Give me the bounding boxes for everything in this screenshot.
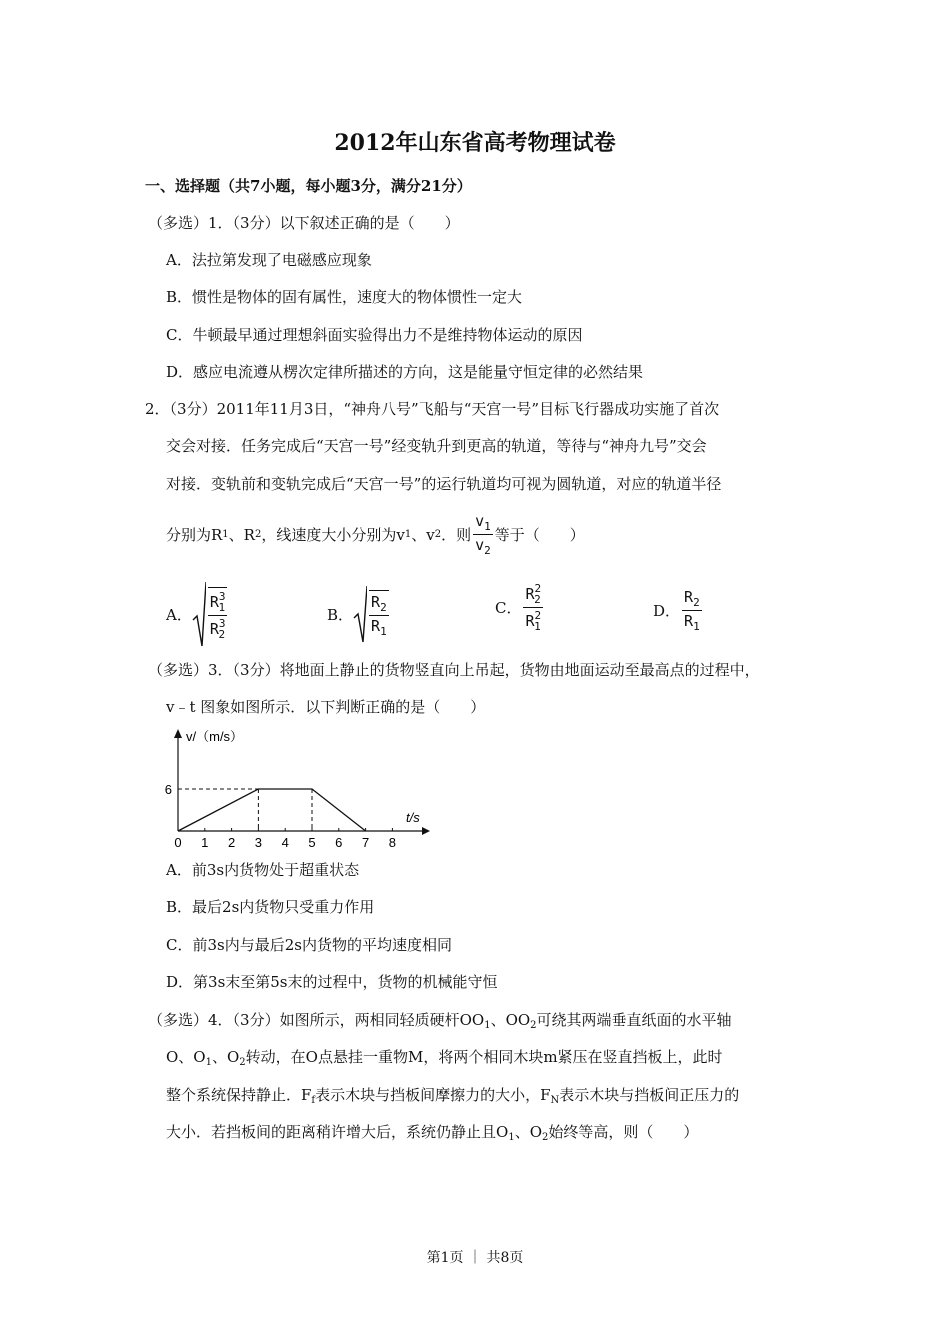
text: 、O (514, 1123, 542, 1141)
v-t-graph (160, 724, 440, 850)
q2-line-3: 对接．变轨前和变轨完成后“天宫一号”的运行轨道均可视为圆轨道，对应的轨道半径 (166, 475, 722, 493)
y-axis-label: v/（m/s） (186, 729, 244, 744)
sqrt-sign-icon (192, 580, 206, 648)
sub: 1 (380, 625, 387, 638)
text: 可绕其两端垂直纸面的水平轴 (536, 1011, 732, 1029)
y-axis-arrow-icon (174, 729, 182, 738)
q3-line-2: v﹣t 图象如图所示．以下判断正确的是（ ） (166, 698, 486, 716)
sqrt-sign-icon (353, 584, 367, 644)
q3-option-a: A．前3s内货物处于超重状态 (166, 861, 360, 879)
q3-option-c: C．前3s内与最后2s内货物的平均速度相同 (166, 936, 452, 954)
r: R (684, 588, 694, 606)
fraction (369, 590, 389, 638)
sub: 1 (205, 1057, 212, 1068)
x-tick-label: 0 (174, 835, 182, 850)
x-tick-label: 6 (335, 835, 343, 850)
q2-line-1: 2．（3分）2011年11月3日，“神舟八号”飞船与“天宫一号”目标飞行器成功实施了首次 (145, 400, 720, 418)
r: R (209, 620, 219, 638)
q2-line-4: 分别为R 1 、R 2 ，线速度大小分别为v 1 、v 2 ．则 $\frac{v_1}{v_2}$ 等于（ ） (166, 512, 585, 557)
q3-option-d: D．第3s末至第5s末的过程中，货物的机械能守恒 (166, 973, 498, 991)
sub: 2 (218, 628, 226, 641)
sub: 2 (534, 593, 541, 606)
text: （多选）4．（3分）如图所示，两相同轻质硬杆OO (148, 1011, 485, 1029)
fraction (682, 588, 702, 633)
sub: N (550, 1095, 560, 1106)
x-axis-label: t/s (406, 810, 420, 825)
text: 、OO (490, 1011, 531, 1029)
q2-option-c (495, 582, 545, 633)
q2-text-d: 、v (411, 526, 435, 544)
q4-line-1 (148, 1009, 732, 1030)
q2-option-d (653, 588, 704, 633)
sub: 1 (484, 1020, 491, 1031)
text: O、O (166, 1048, 206, 1066)
option-label: D． (653, 602, 681, 620)
y-tick-label: 6 (164, 782, 172, 797)
x-tick-label: 8 (388, 835, 397, 850)
sub: 2 (380, 601, 387, 614)
q4-line-3 (166, 1084, 739, 1105)
exp: 2 (534, 582, 542, 595)
text: 整个系统保持静止．F (166, 1086, 312, 1104)
text: 大小．若挡板间的距离稍许增大后，系统仍静止且O (166, 1123, 509, 1141)
sub: 2 (542, 1132, 549, 1143)
q4-line-4 (166, 1121, 698, 1142)
q2-text-e: ．则 (441, 526, 472, 544)
r: R (209, 593, 219, 611)
r: R (371, 617, 381, 635)
sub: 2 (530, 1020, 537, 1031)
sub: 1 (508, 1132, 515, 1143)
r: R (525, 585, 535, 603)
x-tick-label: 2 (227, 835, 236, 850)
text: 表示木块与挡板间正压力的 (559, 1086, 740, 1104)
fraction (208, 587, 227, 641)
r: R (684, 612, 694, 630)
x-tick-label: 7 (361, 835, 370, 850)
text: 始终等高，则（ ） (548, 1123, 699, 1141)
option-label: B． (327, 605, 354, 624)
q3-line-1: （多选）3．（3分）将地面上静止的货物竖直向上吊起，货物由地面运动至最高点的过程中， (148, 661, 760, 679)
q1-option-b: B．惯性是物体的固有属性，速度大的物体惯性一定大 (166, 288, 523, 306)
r: R (371, 593, 381, 611)
r: R (525, 612, 535, 630)
v1-over-v2-fraction (473, 512, 493, 557)
fraction (523, 582, 542, 633)
text: 表示木块与挡板间摩擦力的大小，F (315, 1086, 551, 1104)
text: 转动，在O点悬挂一重物M，将两个相同木块m紧压在竖直挡板上，此时 (245, 1048, 723, 1066)
section-heading: 一、选择题（共7小题，每小题3分，满分21分） (145, 177, 472, 195)
x-tick-label: 1 (201, 835, 209, 850)
sub: 1 (534, 620, 541, 633)
x-tick-label: 5 (308, 835, 316, 850)
exp: 3 (218, 617, 226, 630)
q1-stem: （多选）1．（3分）以下叙述正确的是（ ） (148, 214, 460, 232)
q2-option-b (327, 584, 391, 644)
sub: 2 (484, 544, 491, 557)
q2-line-2: 交会对接．任务完成后“天宫一号”经变轨升到更高的轨道，等待与“神舟九号”交会 (166, 437, 707, 455)
sub: 2 (693, 596, 700, 609)
exp: 2 (534, 609, 542, 622)
x-tick-label: 4 (281, 835, 289, 850)
q2-option-a (166, 580, 229, 648)
sub: 1 (484, 520, 491, 533)
v: v (475, 512, 485, 530)
sub: f (311, 1095, 316, 1106)
sub: 1 (218, 601, 226, 614)
q2-text-a: 分别为R (166, 526, 223, 544)
q3-option-b: B．最后2s内货物只受重力作用 (166, 898, 375, 916)
option-label: A． (166, 605, 192, 624)
sub: 1 (693, 620, 700, 633)
q2-text-b: 、R (228, 526, 255, 544)
x-tick-label: 3 (254, 835, 263, 850)
exp: 3 (218, 590, 226, 603)
q1-option-d: D．感应电流遵从楞次定律所描述的方向，这是能量守恒定律的必然结果 (166, 363, 644, 381)
x-axis-arrow-icon (422, 827, 430, 835)
text: 、O (211, 1048, 240, 1066)
q2-text-c: ，线速度大小分别为v (261, 526, 405, 544)
option-label: C． (495, 599, 522, 617)
q4-line-2 (166, 1046, 723, 1067)
q1-option-a: A．法拉第发现了电磁感应现象 (166, 251, 372, 269)
q1-option-c: C．牛顿最早通过理想斜面实验得出力不是维持物体运动的原因 (166, 326, 583, 344)
sub: 2 (239, 1057, 246, 1068)
q2-text-f: 等于（ ） (494, 526, 585, 544)
v-t-series-line (178, 789, 366, 831)
page-title: 2012年山东省高考物理试卷 (334, 130, 616, 156)
v: v (475, 536, 485, 554)
page-footer: 第1页 ｜ 共8页 (426, 1250, 524, 1266)
